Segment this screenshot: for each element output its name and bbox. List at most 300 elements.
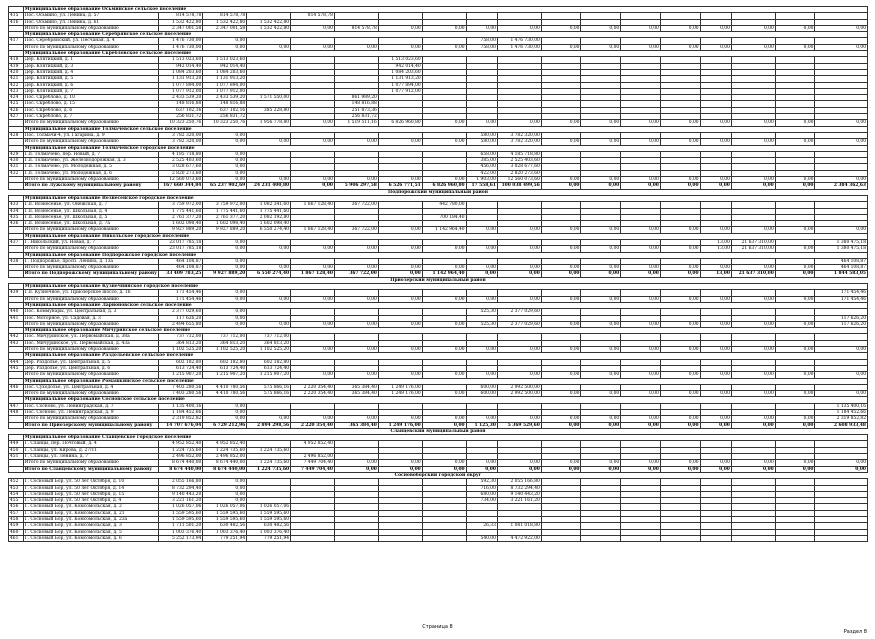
address-cell: Дер. Раздолье, ул. Центральная, д. 5 xyxy=(23,359,159,365)
value-cell: 2 055 166,80 xyxy=(159,479,203,485)
value-cell: 0,00 xyxy=(775,227,815,233)
value-cell: 385 228,80 xyxy=(247,107,291,113)
value-cell: 0,00 xyxy=(775,265,815,271)
value-cell: 1 215 907,20 xyxy=(203,372,247,378)
value-cell: 0,00 xyxy=(291,265,335,271)
value-cell: 0,00 xyxy=(203,265,247,271)
value-cell: 256 831,72 xyxy=(203,114,247,120)
value-cell: 1 084 203,60 xyxy=(203,69,247,75)
row-number: 431 xyxy=(9,164,24,170)
address-cell: Пос. Сосново, ул. Ленинградская, д. 9 xyxy=(23,410,159,416)
value-cell: 2 992 500,00 xyxy=(497,384,541,390)
value-cell: 0,00 xyxy=(660,321,700,327)
value-cell: 0,00 xyxy=(700,321,731,327)
value-cell: 0,00 xyxy=(775,391,815,397)
value-cell: 0,00 xyxy=(291,183,335,189)
value-cell: 171 454,46 xyxy=(159,290,203,296)
value-cell: 0,00 xyxy=(581,321,621,327)
address-cell: Г. Сосновый Бор, ул. Комсомольская, д. 2 xyxy=(23,504,159,510)
value-cell: 256 831,72 xyxy=(334,114,378,120)
value-cell: 0,00 xyxy=(541,44,581,50)
value-cell: 1 775 441,60 xyxy=(159,208,203,214)
value-cell: 6 729 212,96 xyxy=(203,422,247,428)
value-cell: 861 989,20 xyxy=(334,95,378,101)
municipality-name: Муниципальное образование Ромашкинское сельское поселение xyxy=(23,378,867,384)
address-cell: Г. Сосновый Бор, ул. 50 лет Октября, д. 4 xyxy=(23,498,159,504)
value-cell: 0,00 xyxy=(815,139,868,145)
address-cell: Г. Никольский, ул. Новая, д. 7 xyxy=(23,239,159,245)
value-cell: 6 526 771,51 xyxy=(378,183,422,189)
value-cell: 0,00 xyxy=(775,120,815,126)
value-cell: 0,00 xyxy=(731,460,775,466)
value-cell: 737 712,00 xyxy=(159,334,203,340)
value-cell: 1 867 128,40 xyxy=(291,271,335,277)
value-cell: 0,00 xyxy=(203,151,247,157)
address-cell: Пос. Сосново, ул. Ленинградская, д. 7 xyxy=(23,403,159,409)
value-cell: 0,00 xyxy=(291,321,335,327)
value-cell: 3 028 677,60 xyxy=(497,164,541,170)
value-cell: 814 578,78 xyxy=(159,13,203,19)
value-cell: 117 626,20 xyxy=(815,315,868,321)
value-cell: 0,00 xyxy=(203,315,247,321)
value-cell: 0,00 xyxy=(731,120,775,126)
value-cell: 0,00 xyxy=(700,391,731,397)
district-total-row xyxy=(9,271,868,277)
value-cell: 2 496 852,00 xyxy=(291,454,335,460)
value-cell: 1 003 376,40 xyxy=(203,529,247,535)
value-cell: 1 142 964,40 xyxy=(422,271,466,277)
value-cell: 0,00 xyxy=(775,416,815,422)
value-cell: 0,00 xyxy=(203,296,247,302)
value-cell: 0,00 xyxy=(775,25,815,31)
value-cell: 0,00 xyxy=(247,265,291,271)
table-row xyxy=(9,535,868,541)
value-cell: 1 476 730,00 xyxy=(159,38,203,44)
value-cell: 12 560 073,60 xyxy=(497,177,541,183)
row-number: 434 xyxy=(9,208,24,214)
value-cell: 0,00 xyxy=(334,265,378,271)
value-cell: 0,00 xyxy=(660,44,700,50)
value-cell: 0,00 xyxy=(700,183,731,189)
value-cell: 0,00 xyxy=(700,347,731,353)
value-cell: 0,00 xyxy=(541,246,581,252)
value-cell: 0,00 xyxy=(203,258,247,264)
value-cell: 365 384,40 xyxy=(334,384,378,390)
value-cell: 3 782 320,00 xyxy=(159,132,203,138)
address-cell: Дер. Клятицкий, д. 1 xyxy=(23,57,159,63)
value-cell: 0,00 xyxy=(378,227,422,233)
address-cell: Г. Сосновый Бор, ул. 50 лет Октября, д. 10 xyxy=(23,479,159,485)
value-cell: 100 038 499,56 xyxy=(497,183,541,189)
value-cell: 0,00 xyxy=(621,246,661,252)
address-cell: Г.п. Толмачево, ул. Железнодорожная, д. 3 xyxy=(23,158,159,164)
value-cell: 0,00 xyxy=(660,391,700,397)
value-cell: 0,00 xyxy=(203,246,247,252)
value-cell: 600,00 xyxy=(466,391,497,397)
value-cell: 3 759 972,00 xyxy=(159,202,203,208)
value-cell: 0,00 xyxy=(203,132,247,138)
value-cell: 2 525 403,60 xyxy=(159,158,203,164)
row-number: 460 xyxy=(9,529,24,535)
value-cell: 0,00 xyxy=(378,321,422,327)
value-cell: 0,00 xyxy=(581,422,621,428)
value-cell: 1 215 907,20 xyxy=(247,372,291,378)
value-cell: 1 215 907,20 xyxy=(159,372,203,378)
value-cell: 8 732 294,40 xyxy=(497,485,541,491)
value-cell: 0,00 xyxy=(541,372,581,378)
address-cell: Итого по муниципальному образованию xyxy=(23,265,159,271)
address-cell: Пос. Серебрянский, ул. Песчаная, д. 4 xyxy=(23,38,159,44)
value-cell: 814 578,78 xyxy=(291,13,335,19)
value-cell: 367 722,00 xyxy=(334,271,378,277)
value-cell: 2 220 354,40 xyxy=(291,422,335,428)
value-cell: 0,00 xyxy=(541,265,581,271)
value-cell: 0,00 xyxy=(497,372,541,378)
value-cell: 0,00 xyxy=(815,177,868,183)
address-cell: Дер. Клятицкий, д. 7 xyxy=(23,88,159,94)
value-cell: 9 927 889,20 xyxy=(159,227,203,233)
value-cell: 0,00 xyxy=(203,177,247,183)
budget-table xyxy=(8,6,868,542)
address-cell: Пос. Скреблово, д. 7 xyxy=(23,114,159,120)
value-cell: 1 559 595,60 xyxy=(159,510,203,516)
value-cell: 0,00 xyxy=(247,416,291,422)
row-number: 425 xyxy=(9,101,24,107)
address-cell: Пос. Осьмино, ул. Ленина, д. 61 xyxy=(23,19,159,25)
value-cell: 1 026 057,06 xyxy=(247,504,291,510)
address-cell: Итого по муниципальному образованию xyxy=(23,391,159,397)
value-cell: 0,00 xyxy=(422,347,466,353)
value-cell: 0,00 xyxy=(700,416,731,422)
value-cell: 1 775 441,60 xyxy=(203,208,247,214)
value-cell: 0,00 xyxy=(621,416,661,422)
page-number: Страница 8 xyxy=(422,624,453,630)
value-cell: 0,00 xyxy=(497,120,541,126)
value-cell: 9 140 443,20 xyxy=(497,491,541,497)
value-cell: 0,00 xyxy=(466,271,497,277)
value-cell: 1 026 057,06 xyxy=(203,504,247,510)
value-cell: 0,00 xyxy=(541,460,581,466)
address-cell: Итого по муниципальному образованию xyxy=(23,416,159,422)
value-cell: 0,00 xyxy=(621,422,661,428)
value-cell: 4 410 780,56 xyxy=(203,391,247,397)
value-cell: 0,00 xyxy=(581,265,621,271)
value-cell: 0,00 xyxy=(378,177,422,183)
row-number: 445 xyxy=(9,365,24,371)
value-cell: 0,00 xyxy=(815,120,868,126)
value-cell: 4 952 852,40 xyxy=(291,441,335,447)
value-cell: 0,00 xyxy=(775,44,815,50)
value-cell: 0,00 xyxy=(291,246,335,252)
value-cell: 3 782 320,00 xyxy=(159,139,203,145)
value-cell: 0,00 xyxy=(291,25,335,31)
row-number: 415 xyxy=(9,13,24,19)
value-cell: 658,00 xyxy=(466,151,497,157)
address-cell: Дер. Клятицкий, д. 5 xyxy=(23,76,159,82)
value-cell: 0,00 xyxy=(815,460,868,466)
address-cell: Г.п. Вознесенье, ул. Школьная, д. 7а xyxy=(23,221,159,227)
value-cell: 0,00 xyxy=(466,347,497,353)
municipality-name: Муниципальное образование Раздольевское сельское поселение xyxy=(23,353,867,359)
value-cell: 0,00 xyxy=(378,296,422,302)
value-cell: 942 014,40 xyxy=(159,63,203,69)
value-cell: 0,00 xyxy=(541,422,581,428)
value-cell: 1 711 501,20 xyxy=(159,523,203,529)
value-cell: 0,00 xyxy=(422,391,466,397)
value-cell: 0,00 xyxy=(700,265,731,271)
value-cell: 1 513 023,60 xyxy=(159,57,203,63)
value-cell: 0,00 xyxy=(497,466,541,472)
address-cell: Пос. Коммунары, ул. Центральная, д. 3 xyxy=(23,309,159,315)
address-cell: Итого по Лужскому муниципальному району xyxy=(23,183,159,189)
value-cell: 422,00 xyxy=(466,170,497,176)
row-number: 461 xyxy=(9,535,24,541)
value-cell: 0,00 xyxy=(422,265,466,271)
value-cell: 0,00 xyxy=(334,460,378,466)
value-cell: 0,00 xyxy=(621,120,661,126)
value-cell: 0,00 xyxy=(621,391,661,397)
value-cell: 0,00 xyxy=(466,227,497,233)
value-cell: 0,00 xyxy=(775,460,815,466)
value-cell xyxy=(334,535,378,541)
value-cell: 0,00 xyxy=(621,44,661,50)
value-cell: 0,00 xyxy=(775,372,815,378)
value-cell: 6 826 960,80 xyxy=(422,183,466,189)
value-cell: 1 532 422,80 xyxy=(203,19,247,25)
value-cell: 0,00 xyxy=(466,25,497,31)
municipality-name: Муниципальное образование Вознесенское городское поселение xyxy=(23,195,867,201)
row-number: 448 xyxy=(9,410,24,416)
address-cell: Г.п. Кузнечное, ул. Приозерское шоссе, д. 16 xyxy=(23,290,159,296)
value-cell: 0,00 xyxy=(422,25,466,31)
value-cell: 0,00 xyxy=(291,44,335,50)
district-name: Приозерский муниципальный район xyxy=(9,277,868,283)
value-cell: 0,00 xyxy=(541,347,581,353)
value-cell: 0,00 xyxy=(700,466,731,472)
municipality-name: Муниципальное образование Осьминское сельское поселение xyxy=(23,7,867,13)
value-cell: 0,00 xyxy=(247,177,291,183)
value-cell: 1 559 595,60 xyxy=(159,517,203,523)
value-cell: 0,00 xyxy=(660,347,700,353)
address-cell: Итого по муниципальному образованию xyxy=(23,321,159,327)
value-cell: 575 866,16 xyxy=(247,391,291,397)
value-cell: 0,00 xyxy=(660,460,700,466)
value-cell: 3 782 320,00 xyxy=(497,139,541,145)
value-cell: 1 380 475,18 xyxy=(815,239,868,245)
row-number: 424 xyxy=(9,95,24,101)
value-cell: 21 637 310,00 xyxy=(731,246,775,252)
value-cell: 0,00 xyxy=(378,372,422,378)
value-cell: 0,00 xyxy=(334,372,378,378)
value-cell: 0,00 xyxy=(334,416,378,422)
value-cell: 630 482,56 xyxy=(203,523,247,529)
row-number: 422 xyxy=(9,82,24,88)
value-cell: 1 602 098,40 xyxy=(159,221,203,227)
value-cell: 0,00 xyxy=(541,321,581,327)
value-cell: 0,00 xyxy=(621,25,661,31)
value-cell: 0,00 xyxy=(541,296,581,302)
address-cell: Г. Сосновый Бор, ул. Комсомольская, д. 3 xyxy=(23,523,159,529)
address-cell: Г. Сосновый Бор, ул. Комсомольская, д. 5 xyxy=(23,529,159,535)
value-cell: 1 532 422,80 xyxy=(247,19,291,25)
municipality-name: Муниципальное образование Толмачевское городское поселение xyxy=(23,145,867,151)
value-cell: 1 102 525,20 xyxy=(247,347,291,353)
value-cell: 148 816,88 xyxy=(334,101,378,107)
value-cell: 0,00 xyxy=(660,227,700,233)
value-cell: 4 185 718,80 xyxy=(497,151,541,157)
value-cell: 10 323 250,76 xyxy=(159,120,203,126)
value-cell: 148 816,88 xyxy=(159,101,203,107)
value-cell: 0,00 xyxy=(731,416,775,422)
budget-table-sheet xyxy=(8,6,868,542)
value-cell: 0,00 xyxy=(621,460,661,466)
value-cell: 0,00 xyxy=(497,265,541,271)
value-cell: 0,00 xyxy=(660,296,700,302)
address-cell: Г.п. Вознесенье, ул. Онежская, д. 7 xyxy=(23,202,159,208)
value-cell: 1 519 511,16 xyxy=(334,120,378,126)
value-cell: 0,00 xyxy=(815,466,868,472)
value-cell: 0,00 xyxy=(378,246,422,252)
value-cell: 5 369 529,60 xyxy=(497,422,541,428)
value-cell: 2 894 298,56 xyxy=(247,422,291,428)
value-cell: 637 102,16 xyxy=(159,107,203,113)
value-cell: 0,00 xyxy=(581,120,621,126)
value-cell: 6 826 960,80 xyxy=(378,120,422,126)
value-cell: 0,00 xyxy=(203,38,247,44)
value-cell: 464 108,87 xyxy=(159,265,203,271)
value-cell: 0,00 xyxy=(497,246,541,252)
value-cell: 0,00 xyxy=(541,25,581,31)
value-cell: 7 403 280,56 xyxy=(159,384,203,390)
address-cell: Г. Сланцы, ул. Кирова, д. 27/11 xyxy=(23,447,159,453)
row-number: 432 xyxy=(9,170,24,176)
section-label: Раздел 8 xyxy=(843,629,867,635)
value-cell: 0,00 xyxy=(775,177,815,183)
value-cell: 0,00 xyxy=(422,177,466,183)
row-number: 417 xyxy=(9,38,24,44)
address-cell: Дер. Клятицкий, д. 3 xyxy=(23,63,159,69)
value-cell: 21 637 310,00 xyxy=(731,271,775,277)
row-number: 444 xyxy=(9,359,24,365)
value-cell: 0,00 xyxy=(775,422,815,428)
value-cell: 365 384,40 xyxy=(334,422,378,428)
row-number: 433 xyxy=(9,202,24,208)
value-cell: 0,00 xyxy=(731,466,775,472)
value-cell: 13,00 xyxy=(700,246,731,252)
address-cell: Итого по муниципальному образованию xyxy=(23,296,159,302)
row-number: 436 xyxy=(9,221,24,227)
value-cell: 1 084 203,60 xyxy=(378,69,422,75)
value-cell: 0,00 xyxy=(541,271,581,277)
value-cell: 0,00 xyxy=(581,372,621,378)
value-cell: 117 626,20 xyxy=(159,315,203,321)
value-cell: 13,00 xyxy=(700,271,731,277)
municipality-name: Муниципальное образование Никольское городское поселение xyxy=(23,233,867,239)
value-cell: 1 249 176,00 xyxy=(378,391,422,397)
value-cell: 0,00 xyxy=(815,372,868,378)
row-number: 439 xyxy=(9,290,24,296)
row-number: 419 xyxy=(9,63,24,69)
value-cell: 0,00 xyxy=(422,372,466,378)
value-cell: 464 108,87 xyxy=(159,258,203,264)
value-cell: 2 055 166,80 xyxy=(497,479,541,485)
value-cell: 0,00 xyxy=(422,44,466,50)
value-cell: 0,00 xyxy=(203,403,247,409)
value-cell: 0,00 xyxy=(731,265,775,271)
value-cell: 0,00 xyxy=(660,416,700,422)
value-cell: 9 140 443,20 xyxy=(159,491,203,497)
value-cell: 0,00 xyxy=(775,183,815,189)
value-cell: 367 722,00 xyxy=(334,227,378,233)
value-cell: 1 125,30 xyxy=(466,422,497,428)
value-cell: 1 559 595,60 xyxy=(203,510,247,516)
value-cell xyxy=(422,535,466,541)
value-cell: 4 952 852,40 xyxy=(159,441,203,447)
value-cell: 0,00 xyxy=(700,372,731,378)
value-cell: 1 571 550,00 xyxy=(247,95,291,101)
value-cell: 0,00 xyxy=(731,347,775,353)
value-cell: 2 433 539,20 xyxy=(203,95,247,101)
row-number: 420 xyxy=(9,69,24,75)
municipality-name: Муниципальное образование Сланцевское городское поселение xyxy=(23,435,867,441)
row-number: 457 xyxy=(9,510,24,516)
value-cell: 0,00 xyxy=(497,416,541,422)
value-cell: 0,00 xyxy=(247,296,291,302)
address-cell: Г.п. Вознесенье, ул. Школьная, д. 4 xyxy=(23,208,159,214)
value-cell: 17 558,61 xyxy=(466,183,497,189)
value-cell: 1 224 735,60 xyxy=(159,447,203,453)
value-cell: 0,00 xyxy=(422,416,466,422)
value-cell: 0,00 xyxy=(700,120,731,126)
value-cell: 602 182,80 xyxy=(159,359,203,365)
value-cell: 580,00 xyxy=(466,132,497,138)
row-number: 428 xyxy=(9,132,24,138)
value-cell: 1 131 913,20 xyxy=(203,76,247,82)
value-cell: 3 221 161,20 xyxy=(159,498,203,504)
value-cell: 0,00 xyxy=(731,296,775,302)
value-cell: 0,00 xyxy=(291,120,335,126)
value-cell: 0,00 xyxy=(815,25,868,31)
address-cell: Г.п. Толмачево, ул. Молодежная, д. 5 xyxy=(23,164,159,170)
value-cell: 1 476 730,00 xyxy=(159,44,203,50)
value-cell: 456,00 xyxy=(466,164,497,170)
value-cell: 0,00 xyxy=(621,227,661,233)
value-cell: 0,00 xyxy=(581,25,621,31)
table-body xyxy=(9,7,868,542)
value-cell: 0,00 xyxy=(541,391,581,397)
value-cell: 0,00 xyxy=(203,44,247,50)
value-cell: 0,00 xyxy=(660,183,700,189)
address-cell: Г. Сланцы, ул. Ленина, д. 7 xyxy=(23,454,159,460)
value-cell: 442 780,00 xyxy=(422,202,466,208)
value-cell: 0,00 xyxy=(621,265,661,271)
value-cell: 1 602 098,40 xyxy=(247,221,291,227)
value-cell: 2 220 354,40 xyxy=(291,384,335,390)
value-cell: 1 867 128,40 xyxy=(291,202,335,208)
row-number: 451 xyxy=(9,454,24,460)
address-cell: Пос. Мичуринское, ул. Первомайская, д. 43а xyxy=(23,340,159,346)
value-cell: 0,00 xyxy=(466,296,497,302)
value-cell: 1 184 452,66 xyxy=(815,410,868,416)
value-cell: 0,00 xyxy=(731,227,775,233)
value-cell: 9 927 889,20 xyxy=(203,227,247,233)
value-cell: 148 816,88 xyxy=(203,101,247,107)
value-cell: 8 674 440,00 xyxy=(203,466,247,472)
address-cell: Г. Сланцы, пер. Почтовый, д. 4 xyxy=(23,441,159,447)
value-cell: 758,00 xyxy=(466,44,497,50)
value-cell: 1 184 452,66 xyxy=(159,410,203,416)
value-cell: 0,00 xyxy=(422,466,466,472)
